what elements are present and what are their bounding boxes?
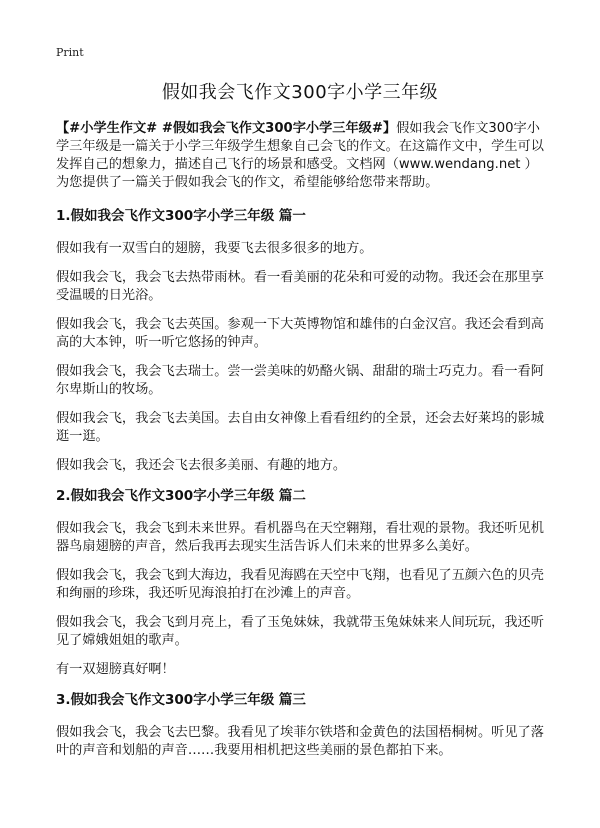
paragraph: 有一双翅膀真好啊！ (56, 662, 175, 677)
paragraph: 假如我会飞，我会飞去巴黎。我看见了埃菲尔铁塔和金黄色的法国梧桐树。听见了落叶的声音和划船的声音……我要用相机把这些美丽的景色都拍下来。 (56, 725, 544, 758)
print-label: Print (56, 46, 84, 59)
section-heading: 1.假如我会飞作文300字小学三年级 篇一 (56, 208, 306, 224)
section-heading: 3.假如我会飞作文300字小学三年级 篇三 (56, 692, 306, 708)
section-3 (56, 690, 544, 760)
paragraph: 假如我会飞，我会飞去热带雨林。看一看美丽的花朵和可爱的动物。我还会在那里享受温暖的日光浴。 (56, 270, 544, 303)
article-body (56, 120, 544, 771)
paragraph: 假如我会飞，我会飞去瑞士。尝一尝美味的奶酪火锅、甜甜的瑞士巧克力。看一看阿尔卑斯山的牧场。 (56, 364, 544, 397)
page-title: 假如我会飞作文300字小学三年级 (161, 82, 439, 103)
section-1 (56, 206, 544, 475)
paragraph: 假如我会飞，我会飞到大海边，我看见海鸥在天空中飞翔，也看见了五颜六色的贝壳和绚丽的珍珠，我还听见海浪拍打在沙滩上的声音。 (56, 568, 544, 601)
paragraph: 假如我会飞，我会飞到未来世界。看机器鸟在天空翱翔，看壮观的景物。我还听见机器鸟扇翅膀的声音，然后我再去现实生活告诉人们未来的世界多么美好。 (56, 521, 544, 554)
intro-text: 假如我会飞作文300字小学三年级是一篇关于小学三年级学生想象自己会飞的作文。在这篇作文中，学生可以发挥自己的想象力，描述自己飞行的场景和感受。文档网（www.wendang.net ）为您提供了一篇关于假如我会飞的作文，希望能够给您带来帮助。 (56, 121, 544, 190)
paragraph: 假如我会飞，我会飞到月亮上，看了玉兔妹妹，我就带玉兔妹妹来人间玩玩，我还听见了嫦娥姐姐的歌声。 (56, 615, 544, 648)
paragraph: 假如我有一双雪白的翅膀，我要飞去很多很多的地方。 (56, 241, 373, 256)
section-heading: 2.假如我会飞作文300字小学三年级 篇二 (56, 488, 306, 504)
paragraph: 假如我会飞，我会飞去美国。去自由女神像上看看纽约的全景，还会去好莱坞的影城逛一逛。 (56, 411, 544, 444)
paragraph: 假如我会飞，我会飞去英国。参观一下大英博物馆和雄伟的白金汉宫。我还会看到高高的大本钟，听一听它悠扬的钟声。 (56, 317, 544, 350)
intro-paragraph (56, 120, 544, 192)
section-2 (56, 486, 544, 679)
paragraph: 假如我会飞，我还会飞去很多美丽、有趣的地方。 (56, 458, 347, 473)
intro-tags: 【#小学生作文# #假如我会飞作文300字小学三年级#】 (56, 121, 397, 136)
